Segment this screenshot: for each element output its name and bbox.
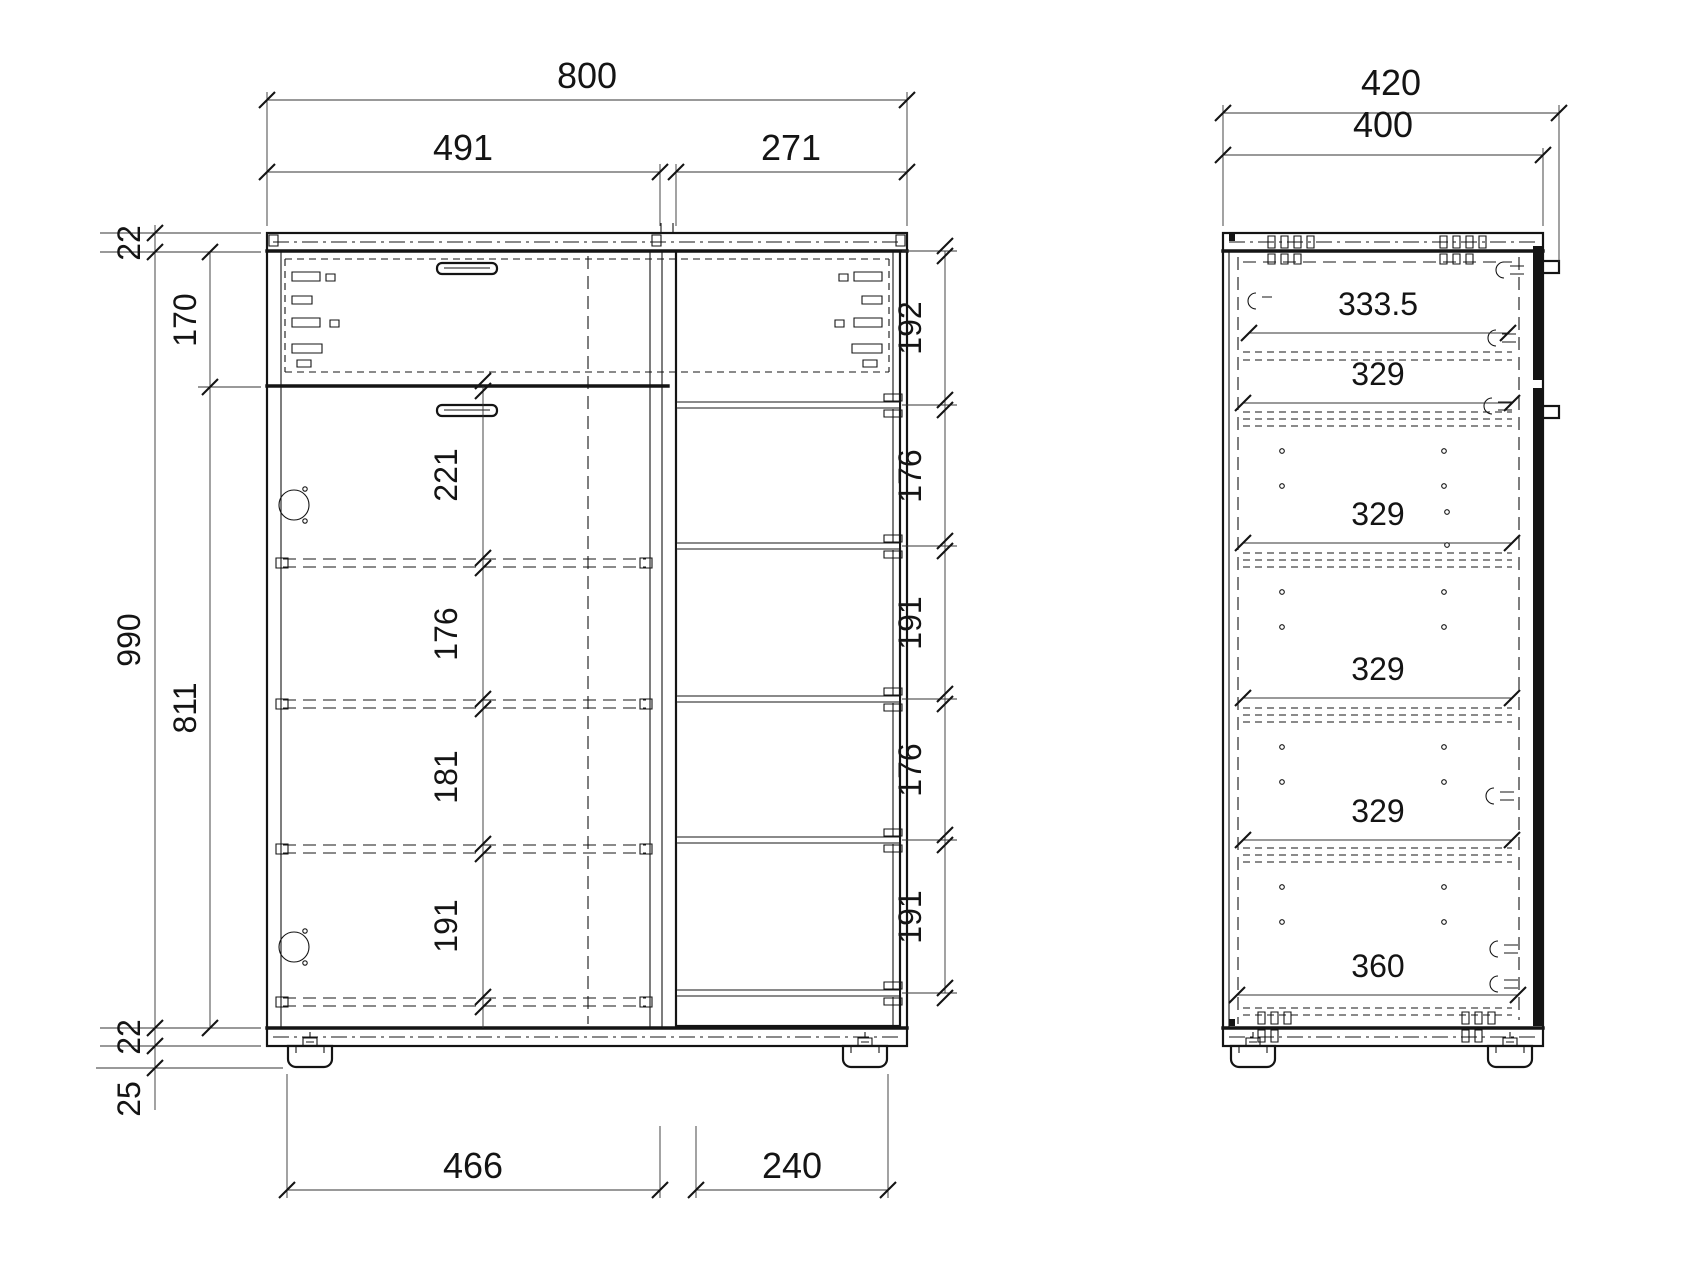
front-cabinet-body	[267, 223, 907, 1067]
dim-side-shelf-depth-4: 329	[1351, 793, 1405, 829]
dim-front-left-gap-4: 191	[428, 899, 464, 953]
side-corner-dowel-bottom	[1229, 1019, 1235, 1026]
dim-side-total-depth: 420	[1360, 62, 1422, 103]
dim-front-drawer-height: 170	[167, 293, 203, 347]
dim-side-bottom-depth: 360	[1351, 948, 1405, 984]
dim-front-right-width: 271	[760, 127, 822, 168]
front-outline	[267, 233, 907, 1046]
dim-front-foot-span-left: 466	[442, 1145, 504, 1186]
side-drawer-front-edge	[1533, 246, 1543, 380]
dim-side-shelf-depth-3: 329	[1351, 651, 1405, 687]
dim-side-shelf-depth-2: 329	[1351, 496, 1405, 532]
dim-front-top-thickness: 22	[111, 225, 147, 261]
side-view	[1215, 62, 1567, 1067]
side-outline	[1223, 233, 1543, 1046]
dim-front-foot-span-right: 240	[761, 1145, 823, 1186]
side-door-handle	[1543, 406, 1559, 418]
dim-front-left-gap-2: 176	[428, 607, 464, 661]
dim-front-left-gap-1: 221	[428, 448, 464, 502]
dim-front-left-width: 491	[432, 127, 494, 168]
dim-front-right-gap-1: 192	[892, 301, 928, 355]
dim-front-door-height: 811	[167, 682, 203, 734]
dim-side-body-depth: 400	[1352, 104, 1414, 145]
dim-front-left-gap-3: 181	[428, 750, 464, 804]
dim-front-bottom-thickness: 22	[111, 1019, 147, 1055]
side-door-edge	[1533, 388, 1543, 1026]
dim-front-body-height: 990	[111, 613, 147, 667]
dim-front-right-gap-4: 176	[892, 743, 928, 797]
dim-front-foot-height: 25	[111, 1081, 147, 1117]
side-corner-dowel-top	[1229, 234, 1235, 241]
dim-front-total-width: 800	[556, 55, 618, 96]
dim-front-right-gap-5: 191	[892, 890, 928, 944]
side-drawer-handle	[1543, 261, 1559, 273]
dim-side-drawer-depth: 333.5	[1337, 286, 1419, 322]
dim-front-right-gap-2: 176	[892, 449, 928, 503]
dim-side-shelf-depth-1: 329	[1351, 356, 1405, 392]
dim-front-right-gap-3: 191	[892, 596, 928, 650]
front-view	[96, 55, 957, 1198]
